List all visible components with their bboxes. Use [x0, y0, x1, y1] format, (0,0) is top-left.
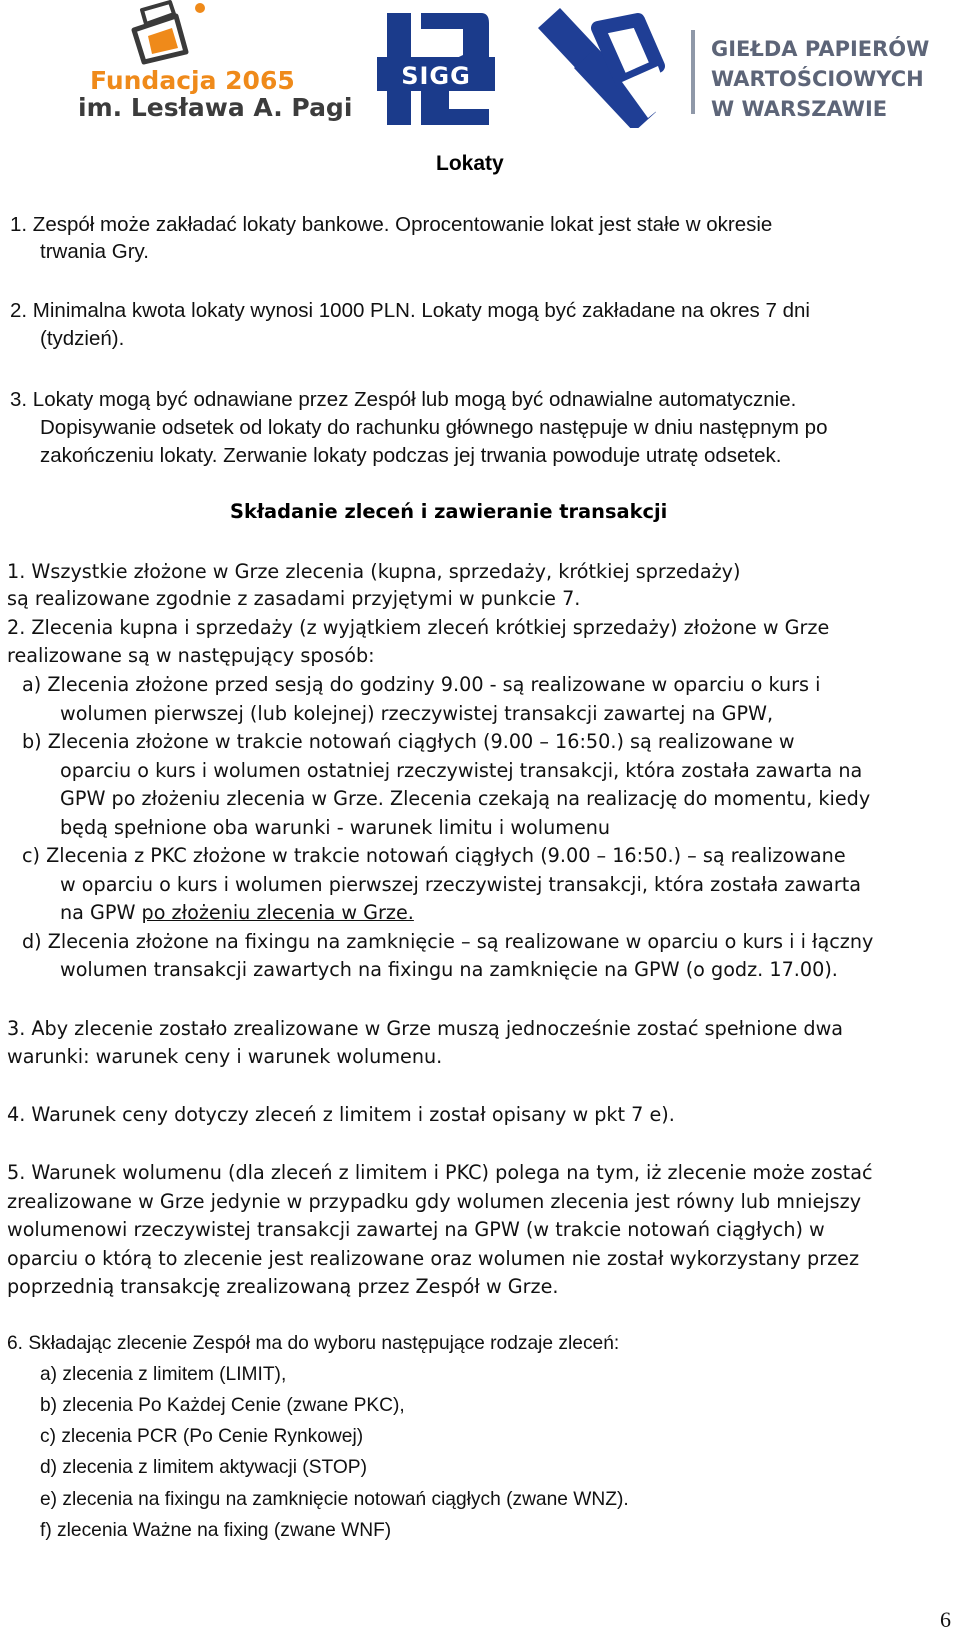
zlecenia-line-text: na GPW [60, 901, 142, 924]
lokaty-line: 3. Lokaty mogą być odnawiane przez Zespół lub mogą być odnawialne automatycznie. [10, 388, 797, 411]
zlecenia-line: 1. Wszystkie złożone w Grze zlecenia (kupna, sprzedaży, krótkiej sprzedaży) [7, 560, 741, 583]
lokaty-line: 2. Minimalna kwota lokaty wynosi 1000 PLN. Lokaty mogą być zakładane na okres 7 dni [10, 299, 810, 322]
underlined-text: po złożeniu zlecenia w Grze. [141, 901, 414, 924]
zlecenia-line: będą spełnione oba warunki - warunek limitu i wolumenu [60, 816, 611, 839]
order-type-item: d) zlecenia z limitem aktywacji (STOP) [40, 1457, 367, 1478]
fundacja-name: Fundacja 2065 [90, 66, 295, 95]
zlecenia-line: są realizowane zgodnie z zasadami przyjętymi w punkcie 7. [7, 587, 581, 610]
zlecenia-line: oparciu o kurs i wolumen ostatniej rzeczywistej transakcji, która została zawarta na [60, 759, 863, 782]
header-logos [0, 0, 960, 140]
zlecenia-line: 5. Warunek wolumenu (dla zleceń z limitem i PKC) polega na tym, iż zlecenie może zostać [7, 1161, 873, 1184]
zlecenia-line: 4. Warunek ceny dotyczy zleceń z limitem i został opisany w pkt 7 e). [7, 1103, 675, 1126]
page-number: 6 [940, 1607, 951, 1632]
sigg-text: SIGG [401, 62, 471, 90]
zlecenia-line: b) Zlecenia złożone w trakcie notowań ciągłych (9.00 – 16:50.) są realizowane w [22, 730, 795, 753]
zlecenia-line: d) Zlecenia złożone na fixingu na zamknięcie – są realizowane w oparciu o kurs i i łączny [22, 930, 874, 953]
zlecenia-heading: Składanie zleceń i zawieranie transakcji [230, 500, 668, 523]
gpw-divider [691, 30, 695, 114]
zlecenia-line: wolumen transakcji zawartych na fixingu na zamknięcie na GPW (o godz. 17.00). [60, 958, 838, 981]
zlecenia-line: 2. Zlecenia kupna i sprzedaży (z wyjątkiem zleceń krótkiej sprzedaży) złożone w Grze [7, 616, 830, 639]
lokaty-line: zakończeniu lokaty. Zerwanie lokaty podczas jej trwania powoduje utratę odsetek. [40, 444, 782, 467]
zlecenia-line: c) Zlecenia z PKC złożone w trakcie notowań ciągłych (9.00 – 16:50.) – są realizowane [22, 844, 846, 867]
fundacja-emblem-icon [128, 0, 228, 66]
zlecenia-line: poprzednią transakcję zrealizowaną przez Zespół w Grze. [7, 1275, 559, 1298]
zlecenia-line: oparciu o którą to zlecenie jest realizowane oraz wolumen nie został wykorzystany przez [7, 1247, 860, 1270]
zlecenia-line: a) Zlecenia złożone przed sesją do godziny 9.00 - są realizowane w oparciu o kurs i [22, 673, 821, 696]
order-type-item: c) zlecenia PCR (Po Cenie Rynkowej) [40, 1426, 364, 1447]
zlecenia-line: realizowane są w następujący sposób: [7, 644, 375, 667]
lokaty-line: (tydzień). [40, 327, 125, 350]
order-type-item: a) zlecenia z limitem (LIMIT), [40, 1364, 287, 1385]
zlecenia-line [60, 899, 414, 927]
order-type-item: b) zlecenia Po Każdej Cenie (zwane PKC), [40, 1395, 405, 1416]
order-type-item: e) zlecenia na fixingu na zamknięcie notowań ciągłych (zwane WNZ). [40, 1489, 629, 1510]
gpw-name: GIEŁDA PAPIERÓW WARTOŚCIOWYCH W WARSZAWIE [711, 37, 930, 121]
gpw-logo [538, 8, 958, 128]
zlecenia-line: GPW po złożeniu zlecenia w Grze. Zlecenia czekają na realizację do momentu, kiedy [60, 787, 871, 810]
lokaty-line: 1. Zespół może zakładać lokaty bankowe. Oprocentowanie lokat jest stałe w okresie [10, 213, 773, 236]
fundacja-subtitle: im. Lesława A. Pagi [78, 93, 353, 122]
lokaty-heading: Lokaty [436, 152, 504, 175]
gpw-emblem-icon [538, 8, 678, 128]
zlecenia-line: warunki: warunek ceny i warunek wolumenu. [7, 1045, 443, 1068]
zlecenia-line: w oparciu o kurs i wolumen pierwszej rzeczywistej transakcji, która została zawarta [60, 873, 861, 896]
zlecenia-line: zrealizowane w Grze jedynie w przypadku gdy wolumen zlecenia jest równy lub mniejszy [7, 1190, 862, 1213]
fundacja-2065-logo [78, 0, 353, 130]
lokaty-line: Dopisywanie odsetek od lokaty do rachunku głównego następuje w dniu następnym po [40, 416, 828, 439]
order-type-item: f) zlecenia Ważne na fixing (zwane WNF) [40, 1520, 392, 1541]
zlecenia-line: wolumenowi rzeczywistej transakcji zawartej na GPW (w trakcie notowań ciągłych) w [7, 1218, 825, 1241]
zlecenia-line: 3. Aby zlecenie zostało zrealizowane w Grze muszą jednocześnie zostać spełnione dwa [7, 1017, 844, 1040]
sigg-12-logo [377, 13, 495, 125]
zlecenia-line: wolumen pierwszej (lub kolejnej) rzeczywistej transakcji zawartej na GPW, [60, 702, 774, 725]
order-types-intro: 6. Składając zlecenie Zespół ma do wyboru następujące rodzaje zleceń: [7, 1333, 620, 1354]
lokaty-line: trwania Gry. [40, 240, 149, 263]
